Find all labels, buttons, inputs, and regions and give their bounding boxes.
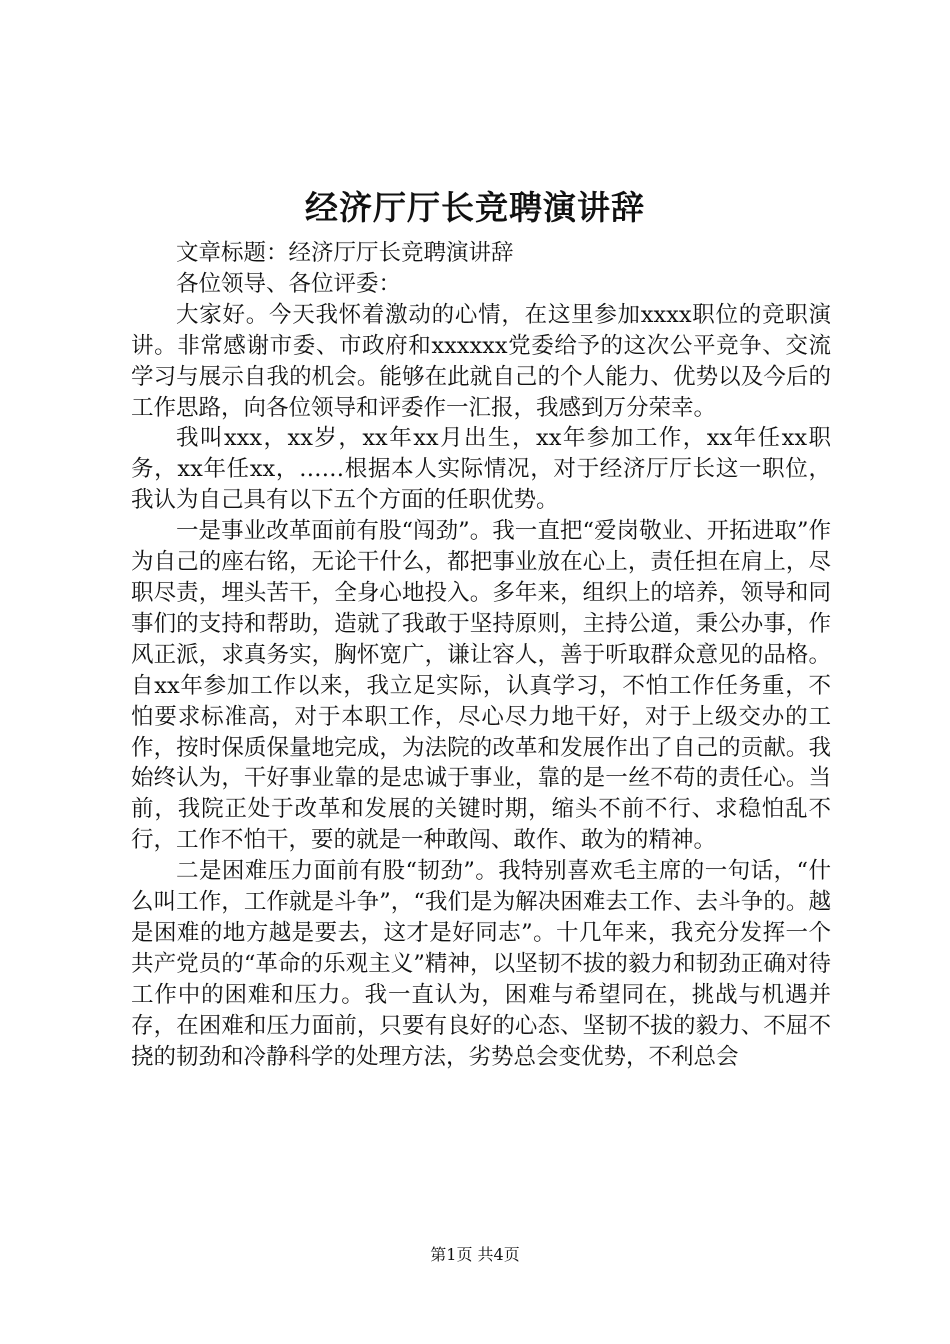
document-body: [131, 238, 831, 1072]
paragraph-advantage-one: 一是事业改革面前有股“闯劲”。我一直把“爱岗敬业、开拓进取”作为自己的座右铭，无论干什么，都把事业放在心上，责任担在肩上，尽职尽责，埋头苦干，全身心地投入。多年来，组织上的培养，领导和同事们的支持和帮助，造就了我敢于坚持原则，主持公道，秉公办事，作风正派，求真务实，胸怀宽广，谦让容人，善于听取群众意见的品格。自xx年参加工作以来，我立足实际，认真学习，不怕工作任务重，不怕要求标准高，对于本职工作，尽心尽力地干好，对于上级交办的工作，按时保质保量地完成，为法院的改革和发展作出了自己的贡献。我始终认为，干好事业靠的是忠诚于事业，靠的是一丝不苟的责任心。当前，我院正处于改革和发展的关键时期，缩头不前不行、求稳怕乱不行，工作不怕干，要的就是一种敢闯、敢作、敢为的精神。: [131, 518, 831, 854]
paragraph-greeting: 大家好。今天我怀着激动的心情，在这里参加xxxx职位的竞职演讲。非常感谢市委、市政府和xxxxxx党委给予的这次公平竞争、交流学习与展示自我的机会。能够在此就自己的个人能力、优势以及今后的工作思路，向各位领导和评委作一汇报，我感到万分荣幸。: [131, 301, 831, 421]
paragraph-advantage-two: 二是困难压力面前有股“韧劲”。我特别喜欢毛主席的一句话，“什么叫工作，工作就是斗争”，“我们是为解决困难去工作、去斗争的。越是困难的地方越是要去，这才是好同志”。十几年来，我充分发挥一个共产党员的“革命的乐观主义”精神，以坚韧不拔的毅力和韧劲正确对待工作中的困难和压力。我一直认为，困难与希望同在，挑战与机遇并存，在困难和压力面前，只要有良好的心态、坚韧不拔的毅力、不屈不挠的韧劲和冷静科学的处理方法，劣势总会变优势，不利总会: [131, 858, 831, 1070]
salutation: 各位领导、各位评委：: [176, 270, 402, 297]
paragraph-introduction: 我叫xxx，xx岁，xx年xx月出生，xx年参加工作，xx年任xx职务，xx年任xx，……根据本人实际情况，对于经济厅厅长这一职位，我认为自己具有以下五个方面的任职优势。: [131, 425, 831, 514]
article-title-line: 文章标题：经济厅厅长竞聘演讲辞: [176, 240, 514, 266]
document-title: 经济厅厅长竞聘演讲辞: [305, 188, 645, 227]
page-number-footer: 第1页 共4页: [430, 1245, 520, 1264]
